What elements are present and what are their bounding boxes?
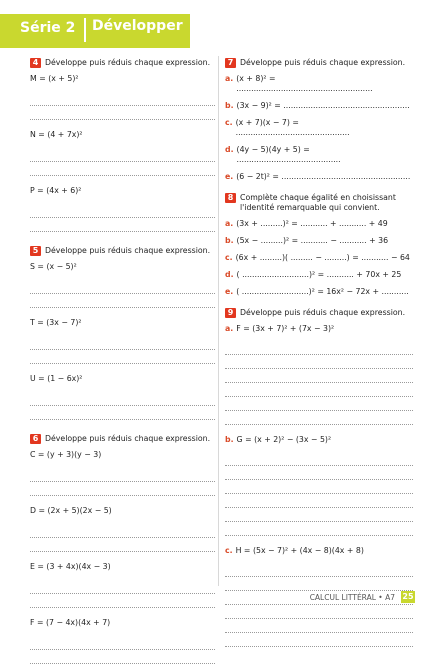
- answer-line[interactable]: [30, 148, 215, 162]
- answer-line[interactable]: [30, 92, 215, 106]
- exercise-number: 4: [30, 58, 41, 68]
- fill-line[interactable]: [225, 270, 413, 280]
- exercise-instruction: Développe puis réduis chaque expression.: [240, 58, 406, 67]
- exercise-instruction: Développe puis réduis chaque expression.: [240, 308, 406, 317]
- exercise-number: 7: [225, 58, 236, 68]
- answer-line[interactable]: [30, 218, 215, 232]
- answer-line[interactable]: [30, 594, 215, 608]
- answer-line[interactable]: [225, 466, 413, 480]
- fill-line[interactable]: [225, 118, 413, 138]
- exercise-6-header: [30, 434, 215, 444]
- answer-line[interactable]: [30, 162, 215, 176]
- exercise-9-header: [225, 308, 413, 318]
- answer-line[interactable]: [225, 633, 413, 647]
- expression: U = (1 − 6x)²: [30, 374, 83, 383]
- answer-line[interactable]: [30, 106, 215, 120]
- item-label: c.: [225, 118, 233, 127]
- expression: D = (2x + 5)(2x − 5): [30, 506, 112, 515]
- expression: M = (x + 5)²: [30, 74, 79, 83]
- answer-line[interactable]: [225, 605, 413, 619]
- answer-line[interactable]: [225, 369, 413, 383]
- answer-line[interactable]: [225, 452, 413, 466]
- fill-line[interactable]: [225, 287, 413, 297]
- fill-line[interactable]: [225, 253, 413, 263]
- answer-line[interactable]: [225, 383, 413, 397]
- item-label: c.: [225, 546, 233, 555]
- answer-line[interactable]: [30, 580, 215, 594]
- answer-line[interactable]: [30, 294, 215, 308]
- answer-line[interactable]: [30, 350, 215, 364]
- answer-line[interactable]: [30, 406, 215, 420]
- answer-line[interactable]: [30, 650, 215, 664]
- header-divider: [84, 18, 86, 42]
- item-text: (3x + .........)² = ........... + ........... + 49: [236, 219, 388, 228]
- answer-line[interactable]: [30, 468, 215, 482]
- answer-line[interactable]: [30, 538, 215, 552]
- item-text: (5x − .........)² = ........... − ........... + 36: [236, 236, 389, 245]
- answer-line[interactable]: [225, 522, 413, 536]
- item-label: c.: [225, 253, 233, 262]
- item-text: ( ...........................)² = 16x² − 72x + ...........: [236, 287, 409, 296]
- item-text: (4y − 5)(4y + 5) = ..........................................: [236, 145, 341, 164]
- exercise-number: 8: [225, 193, 236, 203]
- fill-line[interactable]: [225, 172, 413, 182]
- column-divider: [218, 56, 219, 586]
- item-label: e.: [225, 172, 234, 181]
- item-label: a.: [225, 324, 234, 333]
- expression: F = (7 − 4x)(4x + 7): [30, 618, 111, 627]
- answer-line[interactable]: [30, 636, 215, 650]
- answer-line[interactable]: [225, 355, 413, 369]
- left-column: [30, 58, 215, 664]
- item-label: b.: [225, 435, 234, 444]
- page-title: Développer: [92, 18, 183, 34]
- answer-line[interactable]: [30, 336, 215, 350]
- answer-line[interactable]: [30, 482, 215, 496]
- item-text: (x + 7)(x − 7) = ..............................................: [235, 118, 350, 137]
- item-text: (3x − 9)² = ...................................................: [236, 101, 410, 110]
- item-text: G = (x + 2)² − (3x − 5)²: [236, 435, 332, 444]
- expression: [225, 324, 413, 334]
- page-header: [0, 0, 435, 48]
- expression: S = (x − 5)²: [30, 262, 77, 271]
- answer-line[interactable]: [30, 280, 215, 294]
- series-label: Série 2: [20, 20, 76, 36]
- item-label: d.: [225, 270, 234, 279]
- item-text: H = (5x − 7)² + (4x − 8)(4x + 8): [235, 546, 364, 555]
- answer-line[interactable]: [225, 577, 413, 591]
- item-text: (x + 8)² = .......................................................: [236, 74, 373, 93]
- expression: T = (3x − 7)²: [30, 318, 82, 327]
- exercise-instruction: Développe puis réduis chaque expression.: [45, 58, 211, 67]
- exercise-instruction: Développe puis réduis chaque expression.: [45, 434, 211, 443]
- exercise-7-header: [225, 58, 413, 68]
- exercise-number: 6: [30, 434, 41, 444]
- fill-line[interactable]: [225, 145, 413, 165]
- expression: N = (4 + 7x)²: [30, 130, 83, 139]
- section-label: CALCUL LITTÉRAL • A7: [309, 592, 395, 602]
- item-text: (6 − 2t)² = ....................................................: [236, 172, 411, 181]
- page-footer: [310, 591, 415, 603]
- answer-line[interactable]: [225, 480, 413, 494]
- answer-line[interactable]: [30, 392, 215, 406]
- exercise-4-header: [30, 58, 215, 68]
- expression: C = (y + 3)(y − 3): [30, 450, 102, 459]
- item-text: ( ...........................)² = ........... + 70x + 25: [236, 270, 402, 279]
- item-text: (6x + .........)( ......... − .........) = ........... − 64: [235, 253, 410, 262]
- item-label: b.: [225, 101, 234, 110]
- item-text: F = (3x + 7)² + (7x − 3)²: [236, 324, 335, 333]
- exercise-instruction: Développe puis réduis chaque expression.: [45, 246, 211, 255]
- answer-line[interactable]: [30, 204, 215, 218]
- page-number: 25: [402, 592, 414, 601]
- fill-line[interactable]: [225, 219, 413, 229]
- answer-line[interactable]: [225, 494, 413, 508]
- item-label: a.: [225, 74, 234, 83]
- answer-line[interactable]: [30, 524, 215, 538]
- answer-line[interactable]: [225, 508, 413, 522]
- answer-line[interactable]: [225, 619, 413, 633]
- right-column: [225, 58, 413, 647]
- expression: E = (3 + 4x)(4x − 3): [30, 562, 111, 571]
- exercise-5-header: [30, 246, 215, 256]
- item-label: e.: [225, 287, 234, 296]
- exercise-instruction: Complète chaque égalité en choisissant l'identité remarquable qui convient.: [240, 193, 396, 212]
- answer-line[interactable]: [225, 397, 413, 411]
- expression: P = (4x + 6)²: [30, 186, 82, 195]
- exercise-number: 9: [225, 308, 236, 318]
- item-label: b.: [225, 236, 234, 245]
- expression: [225, 435, 413, 445]
- item-label: d.: [225, 145, 234, 154]
- fill-line[interactable]: [225, 101, 413, 111]
- fill-line[interactable]: [225, 74, 413, 94]
- exercise-8-header: [225, 193, 413, 213]
- fill-line[interactable]: [225, 236, 413, 246]
- exercise-number: 5: [30, 246, 41, 256]
- item-label: a.: [225, 219, 234, 228]
- expression: [225, 546, 413, 556]
- answer-line[interactable]: [225, 411, 413, 425]
- answer-line[interactable]: [225, 563, 413, 577]
- answer-line[interactable]: [225, 341, 413, 355]
